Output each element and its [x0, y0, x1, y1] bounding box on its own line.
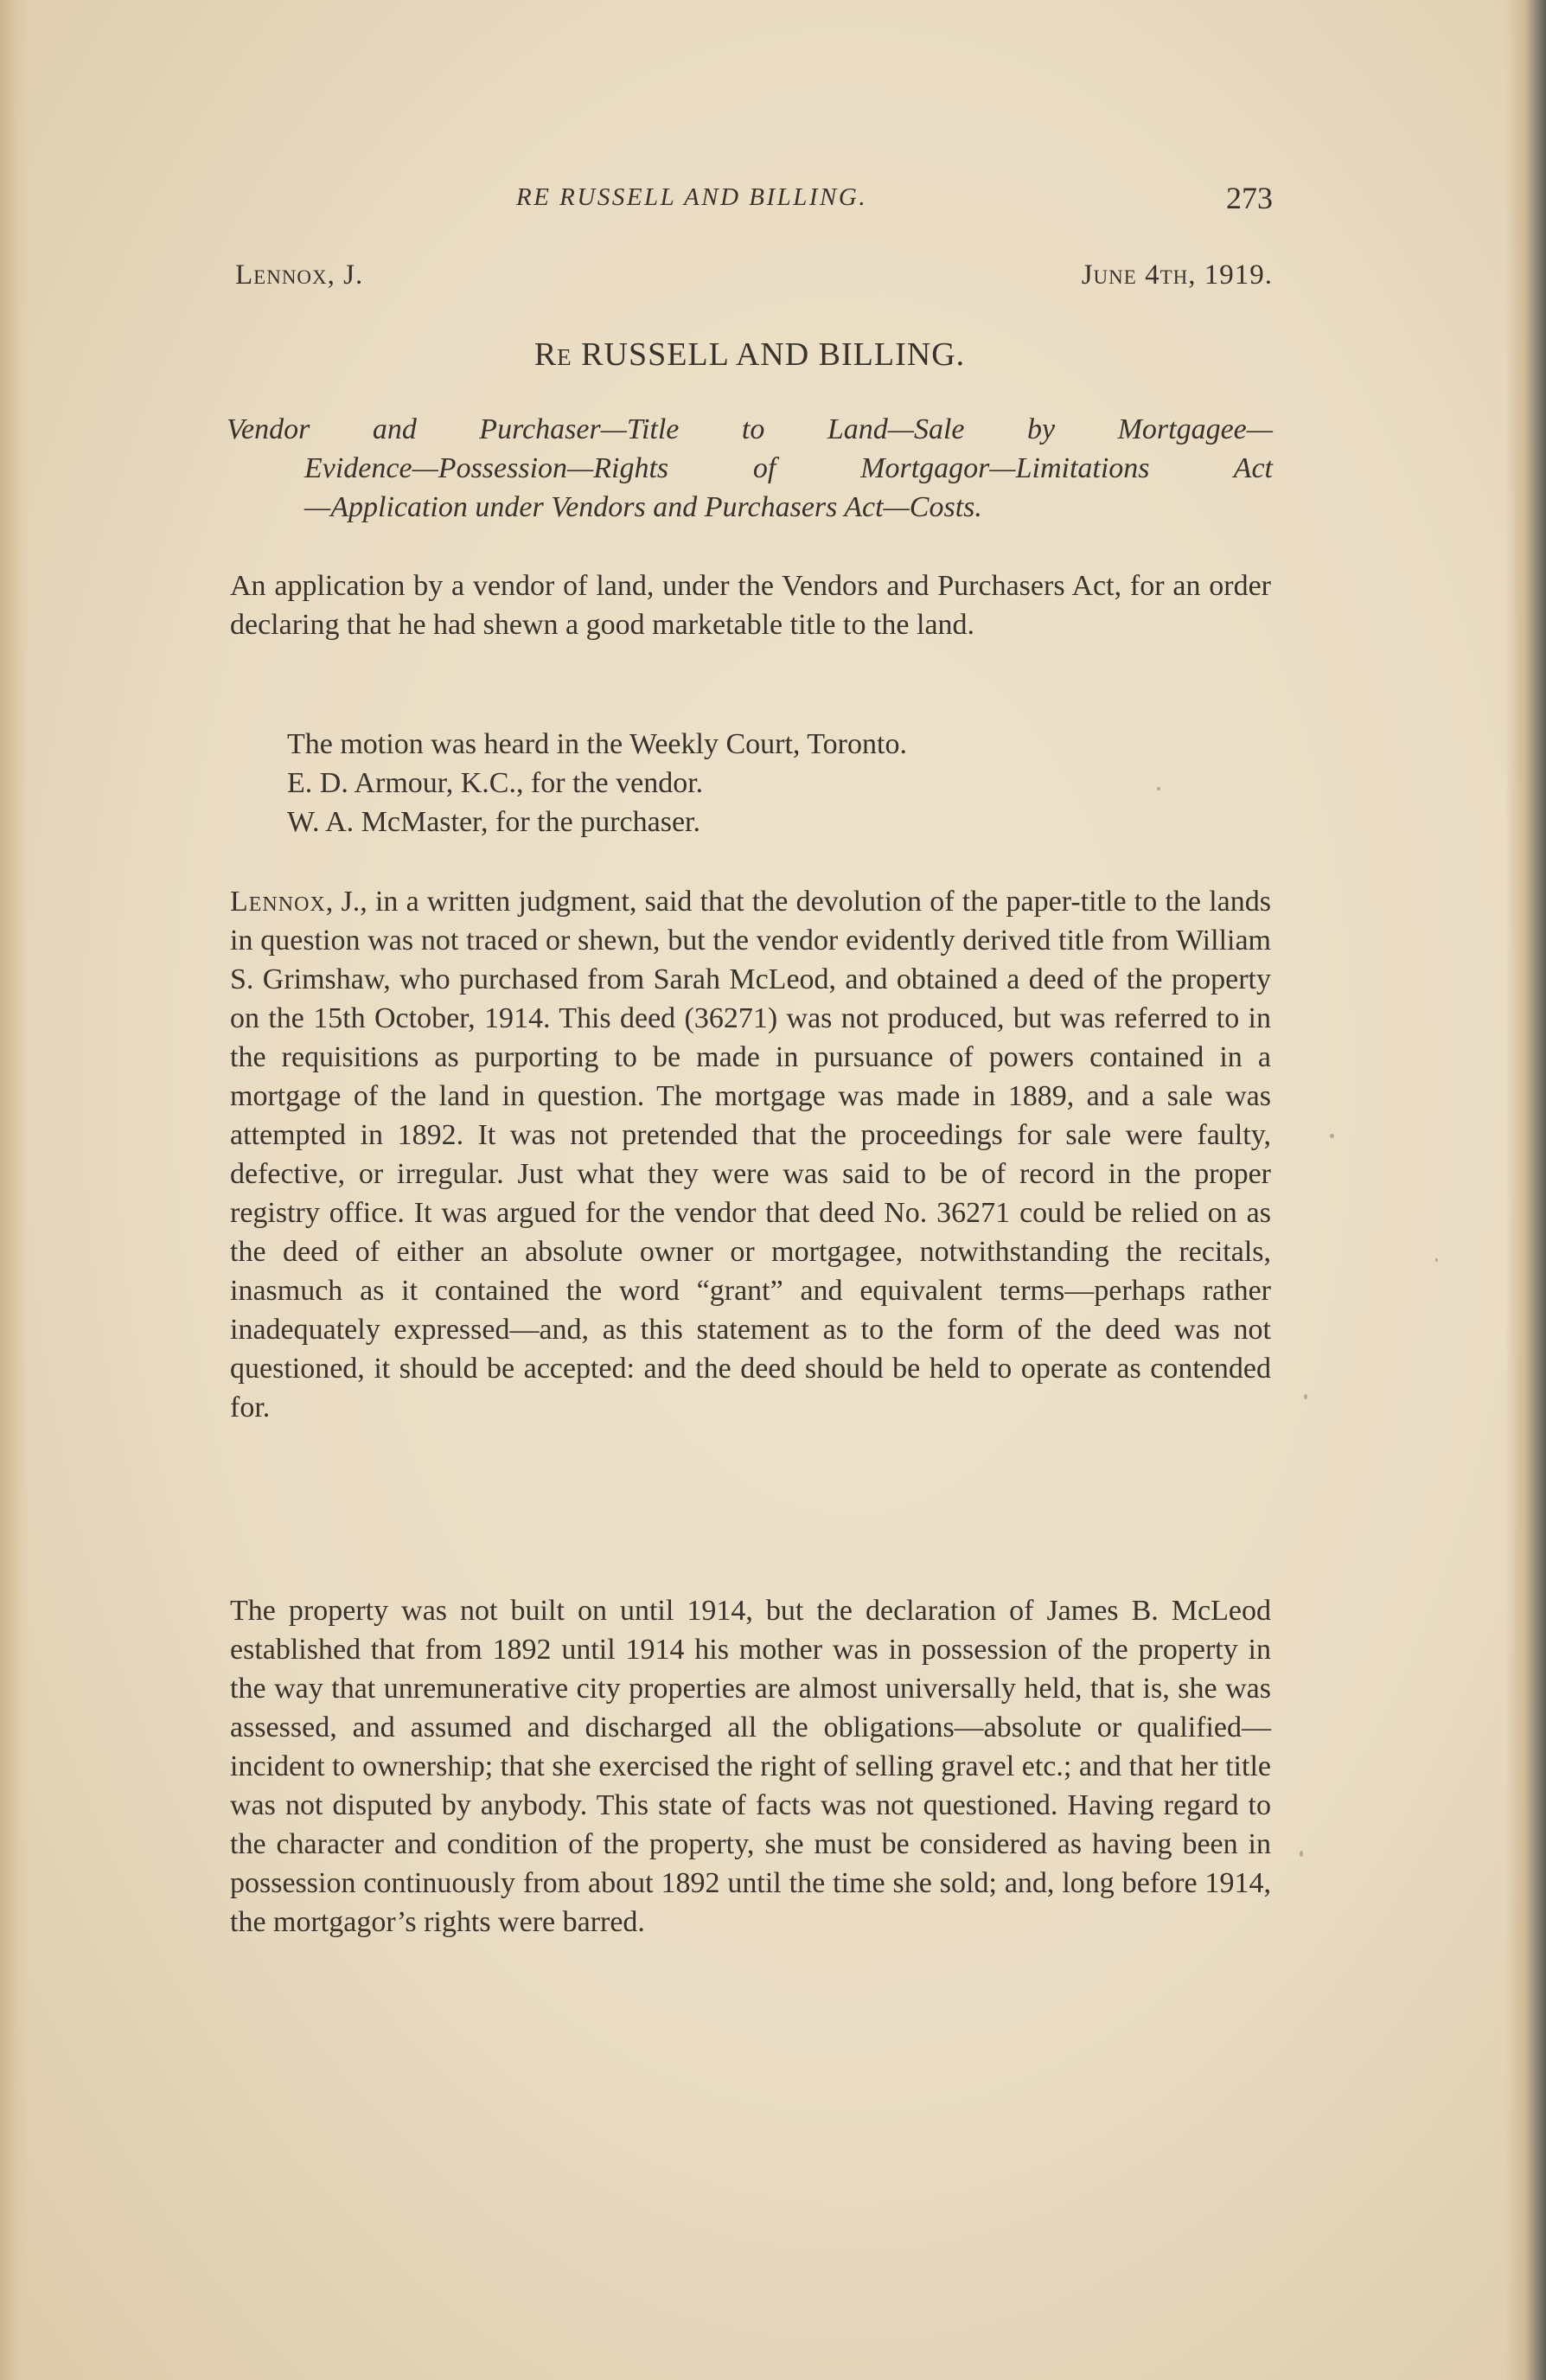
- page-left-edge: [0, 0, 29, 2380]
- hearing-info: [230, 725, 1271, 841]
- headnote: [227, 410, 1273, 527]
- judgment-paragraph-1: [230, 882, 1271, 1427]
- application-paragraph: [230, 566, 1271, 644]
- application-text: An application by a vendor of land, under the Vendors and Purchasers Act, for an order declaring that he had shewn a good marketable title to the land.: [230, 570, 1271, 641]
- hearing-court-line: The motion was heard in the Weekly Court, Toronto.: [287, 728, 907, 760]
- judgment-date: June 4th, 1919.: [1081, 259, 1273, 291]
- judgment-paragraph-2: [230, 1591, 1271, 1942]
- headnote-line: —Application under Vendors and Purchasers Act—Costs.: [304, 491, 982, 523]
- judge-name: Lennox, J.: [235, 259, 364, 291]
- judgment-paragraph-1-text: , J., in a written judgment, said that the devolution of the paper-title to the lands in question was not traced or shewn, but the vendor evidently derived title from William S. Grimshaw, who purchased from Sarah McLeod, and obtained a deed of the property on the 15th October, 1914. This deed (36271) was not produced, but was referred to in the requisitions as purporting to be made in pursuance of powers contained in a mortgage of the land in question. The mortgage was made in 1889, and a sale was attempted in 1892. It was not pretended that the proceedings for sale were faulty, defective, or irregular. Just what they were was said to be of record in the proper registry office. It was argued for the vendor that deed No. 36271 could be relied on as the deed of either an absolute owner or mortgagee, notwithstanding the recitals, inasmuch as it contained the word “grant” and equivalent terms—perhaps rather inadequately expressed—and, as this statement as to the form of the deed was not questioned, it should be accepted: and the deed should be held to operate as contended for.: [230, 886, 1271, 1424]
- case-header: [235, 259, 1273, 303]
- running-head: [227, 180, 1273, 223]
- paper-speck: [1300, 1851, 1303, 1857]
- paper-speck: [1330, 1134, 1334, 1138]
- headnote-line: Vendor and Purchaser—Title to Land—Sale by Mortgagee—: [227, 413, 1273, 445]
- page-number: 273: [1226, 181, 1273, 215]
- purchaser-counsel-line: W. A. McMaster, for the purchaser.: [287, 806, 700, 838]
- page-right-edge: [1504, 0, 1546, 2380]
- case-title: Re RUSSELL AND BILLING.: [533, 336, 966, 373]
- paper-speck: [1304, 1394, 1307, 1399]
- running-head-title: RE RUSSELL AND BILLING.: [516, 183, 868, 211]
- paper-speck: [1435, 1258, 1438, 1262]
- vendor-counsel-line: E. D. Armour, K.C., for the vendor.: [287, 767, 704, 799]
- judgment-judge-name: Lennox: [230, 886, 326, 918]
- headnote-line: Evidence—Possession—Rights of Mortgagor—Limitations Act: [304, 452, 1273, 484]
- judgment-paragraph-2-text: The property was not built on until 1914, but the declaration of James B. McLeod established that from 1892 until 1914 his mother was in possession of the property in the way that unremunerative city properties are almost universally held, that is, she was assessed, and assumed and discharged all the obligations—absolute or qualified—incident to ownership; that she exercised the right of selling gravel etc.; and that her title was not disputed by anybody. This state of facts was not questioned. Having regard to the character and condition of the property, she must be considered as having been in possession continuously from about 1892 until the time she sold; and, long before 1914, the mortgagor’s rights were barred.: [230, 1595, 1271, 1938]
